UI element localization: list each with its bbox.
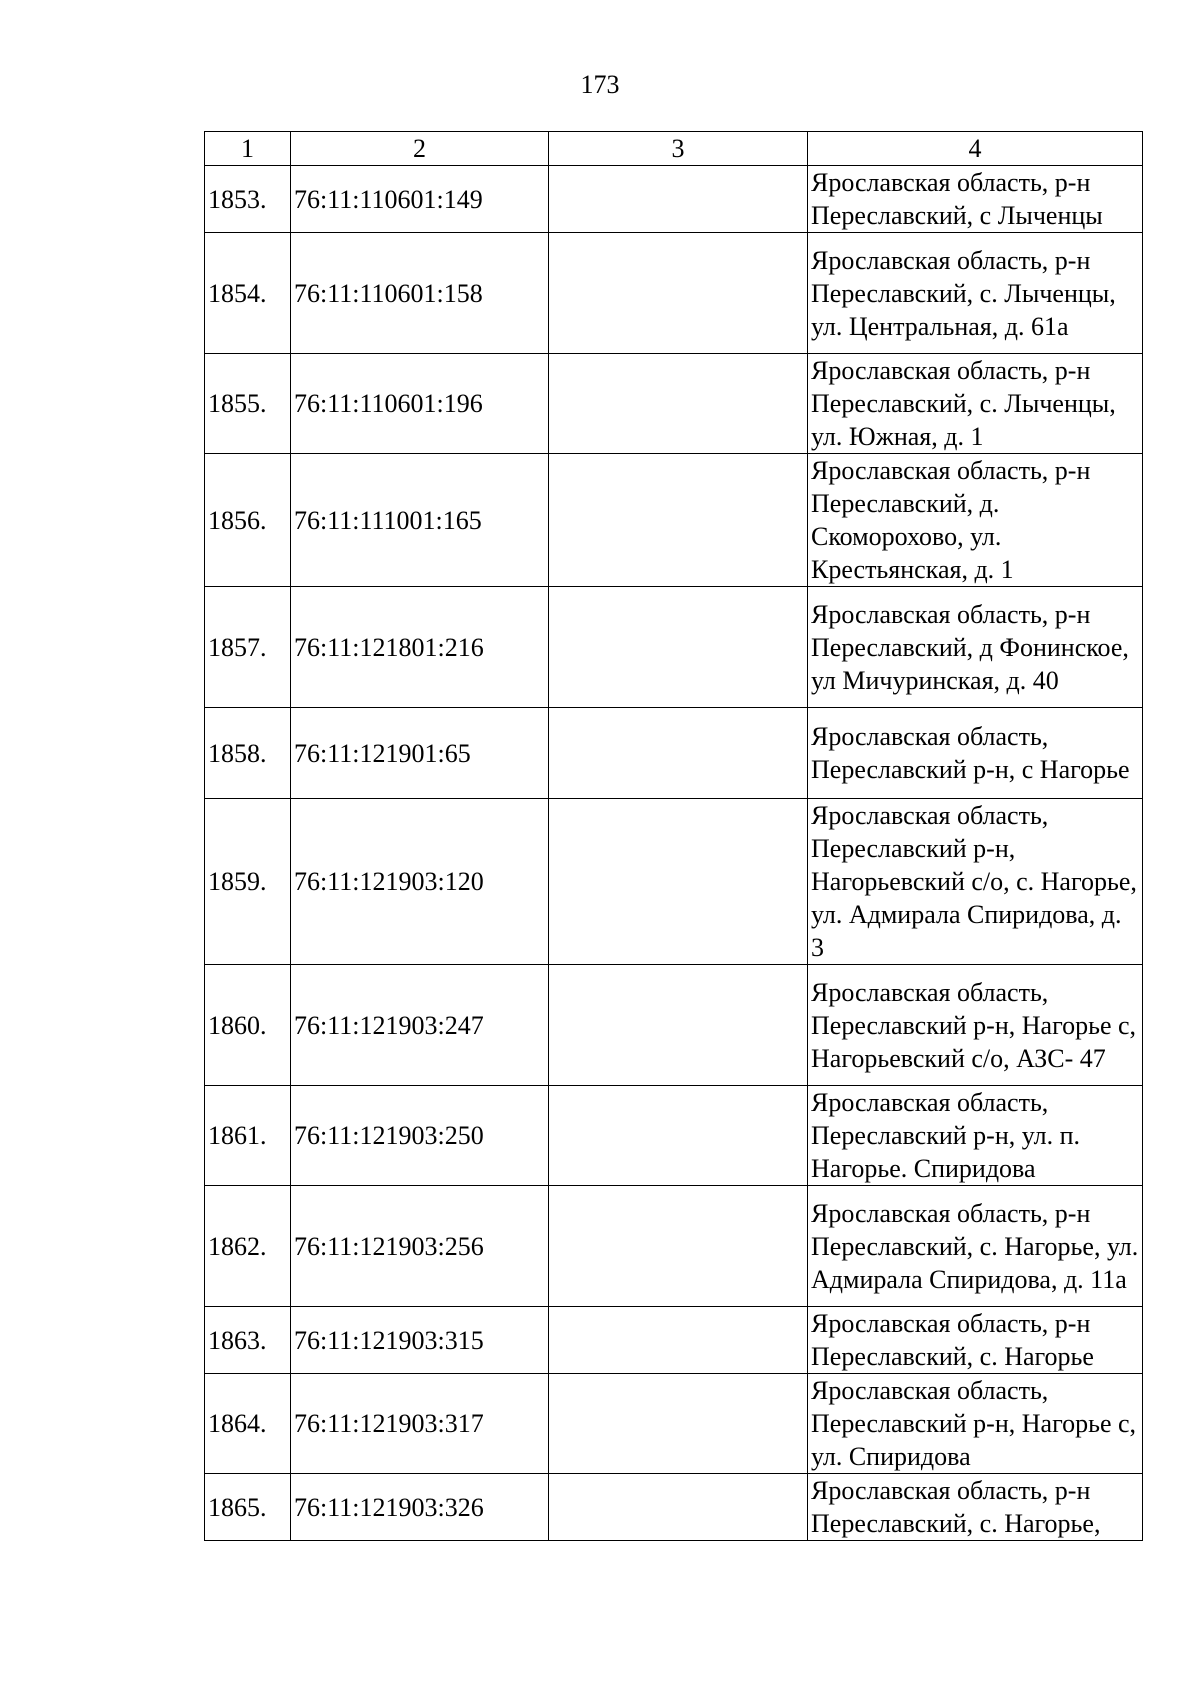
page-number: 173 [580,70,620,99]
column-3-cell [549,454,808,587]
row-number-cell: 1856. [205,454,291,587]
table-row [205,799,1143,965]
address-cell: Ярославская область, р-н Переславский, с Лыченцы [808,166,1143,233]
address-cell: Ярославская область, Переславский р-н, ул. п. Нагорье. Спиридова [808,1086,1143,1186]
address-cell: Ярославская область, Переславский р-н, Нагорье с, ул. Спиридова [808,1374,1143,1474]
column-3-cell [549,708,808,799]
table-row [205,1374,1143,1474]
table-row [205,454,1143,587]
column-3-cell [549,166,808,233]
column-3-cell [549,1086,808,1186]
address-cell: Ярославская область, Переславский р-н, Нагорье с, Нагорьевский с/о, АЗС- 47 [808,965,1143,1086]
header-col-2: 2 [291,132,549,166]
table-row [205,1474,1143,1541]
cadastral-number-cell: 76:11:110601:196 [291,354,549,454]
table-row [205,354,1143,454]
cadastral-number-cell: 76:11:110601:158 [291,233,549,354]
column-3-cell [549,1474,808,1541]
address-cell: Ярославская область, р-н Переславский, с. Лыченцы, ул. Центральная, д. 61а [808,233,1143,354]
column-3-cell [549,587,808,708]
cadastral-number-cell: 76:11:121903:250 [291,1086,549,1186]
address-cell: Ярославская область, р-н Переславский, с. Нагорье, ул. Адмирала Спиридова, д. 11а [808,1186,1143,1307]
cadastral-number-cell: 76:11:121903:317 [291,1374,549,1474]
table-body [205,166,1143,1541]
header-row [205,132,1143,166]
table-row [205,233,1143,354]
row-number-cell: 1858. [205,708,291,799]
row-number-cell: 1864. [205,1374,291,1474]
column-3-cell [549,354,808,454]
cadastral-number-cell: 76:11:110601:149 [291,166,549,233]
cadastral-number-cell: 76:11:111001:165 [291,454,549,587]
table-row [205,1186,1143,1307]
row-number-cell: 1859. [205,799,291,965]
table-row [205,708,1143,799]
cadastral-number-cell: 76:11:121903:247 [291,965,549,1086]
address-cell: Ярославская область, р-н Переславский, с. Нагорье, [808,1474,1143,1541]
cadastral-number-cell: 76:11:121903:315 [291,1307,549,1374]
cadastral-number-cell: 76:11:121903:120 [291,799,549,965]
row-number-cell: 1862. [205,1186,291,1307]
header-col-3: 3 [549,132,808,166]
column-3-cell [549,233,808,354]
column-3-cell [549,1374,808,1474]
cadastral-number-cell: 76:11:121901:65 [291,708,549,799]
cadastral-number-cell: 76:11:121903:326 [291,1474,549,1541]
address-cell: Ярославская область, Переславский р-н, Нагорьевский с/о, с. Нагорье, ул. Адмирала Спиридова, д. 3 [808,799,1143,965]
cadastral-number-cell: 76:11:121903:256 [291,1186,549,1307]
table-row [205,587,1143,708]
row-number-cell: 1857. [205,587,291,708]
registry-table [204,131,1143,1541]
table-row [205,965,1143,1086]
column-3-cell [549,965,808,1086]
table-row [205,1086,1143,1186]
address-cell: Ярославская область, Переславский р-н, с Нагорье [808,708,1143,799]
row-number-cell: 1854. [205,233,291,354]
address-cell: Ярославская область, р-н Переславский, с. Нагорье [808,1307,1143,1374]
row-number-cell: 1860. [205,965,291,1086]
column-3-cell [549,1307,808,1374]
address-cell: Ярославская область, р-н Переславский, с. Лыченцы, ул. Южная, д. 1 [808,354,1143,454]
row-number-cell: 1865. [205,1474,291,1541]
address-cell: Ярославская область, р-н Переславский, д. Скоморохово, ул. Крестьянская, д. 1 [808,454,1143,587]
row-number-cell: 1861. [205,1086,291,1186]
column-3-cell [549,799,808,965]
header-col-1: 1 [205,132,291,166]
cadastral-number-cell: 76:11:121801:216 [291,587,549,708]
column-3-cell [549,1186,808,1307]
header-col-4: 4 [808,132,1143,166]
table-header [205,132,1143,166]
row-number-cell: 1855. [205,354,291,454]
address-cell: Ярославская область, р-н Переславский, д Фонинское, ул Мичуринская, д. 40 [808,587,1143,708]
row-number-cell: 1863. [205,1307,291,1374]
row-number-cell: 1853. [205,166,291,233]
table-row [205,166,1143,233]
table-row [205,1307,1143,1374]
